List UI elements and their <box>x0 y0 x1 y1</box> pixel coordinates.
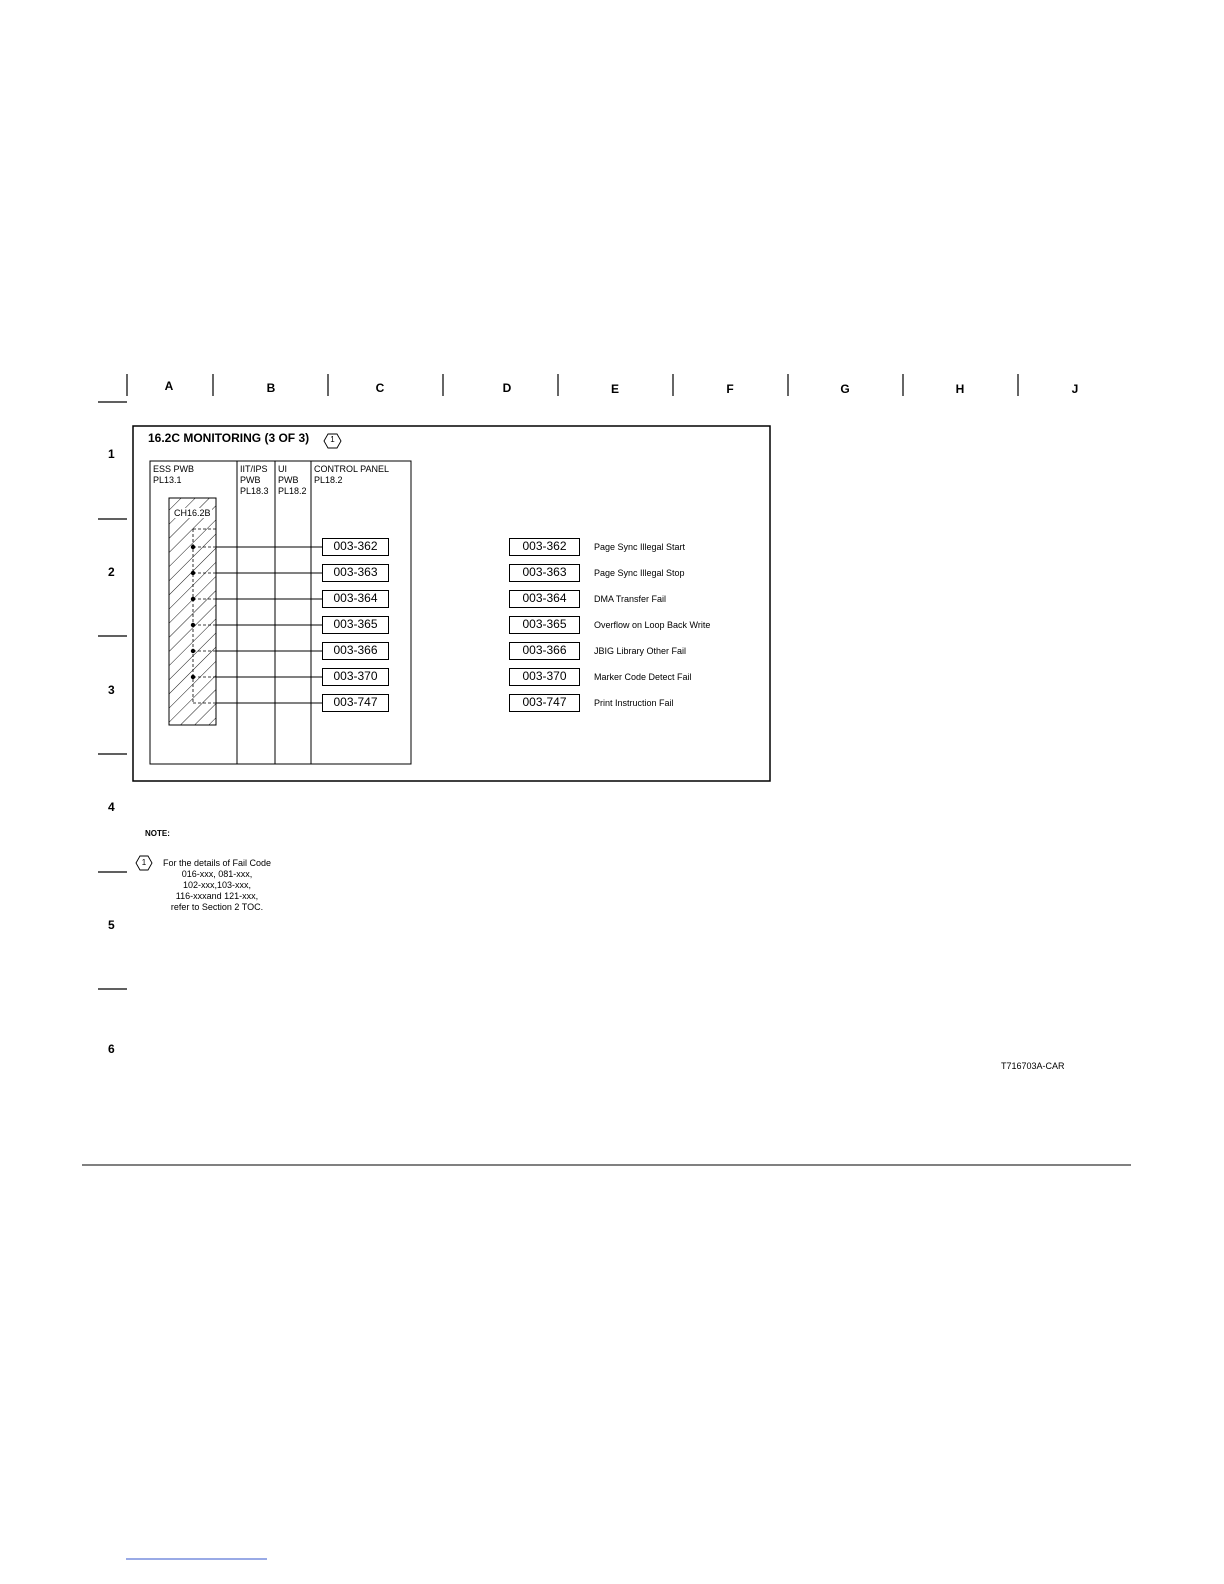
note-text <box>162 858 272 913</box>
note-line: refer to Section 2 TOC. <box>170 902 264 912</box>
legend-code: 003-366 <box>509 642 580 660</box>
legend-description: Marker Code Detect Fail <box>594 672 692 682</box>
legend-description: Page Sync Illegal Start <box>594 542 686 552</box>
panel-code-003-365: 003-365 <box>322 616 389 634</box>
row-label-3: 3 <box>108 683 115 697</box>
section-header-line: PWB <box>278 475 299 485</box>
section-header-line: CONTROL PANEL <box>314 464 390 474</box>
column-label-e: E <box>610 382 619 396</box>
note-heading: NOTE: <box>145 829 170 838</box>
legend-code: 003-364 <box>509 590 580 608</box>
chain-block <box>169 498 216 725</box>
legend-code: 003-363 <box>509 564 580 582</box>
legend-description: DMA Transfer Fail <box>594 594 667 604</box>
note-line: 116-xxxand 121-xxx, <box>175 891 259 901</box>
junction-dot <box>191 597 195 601</box>
section-header-ui-pwb <box>278 464 307 497</box>
section-header-line: ESS PWB <box>153 464 195 474</box>
junction-dot <box>191 675 195 679</box>
panel-code-003-366: 003-366 <box>322 642 389 660</box>
legend-description: JBIG Library Other Fail <box>594 646 687 656</box>
column-label-g: G <box>840 382 850 396</box>
legend-code: 003-370 <box>509 668 580 686</box>
row-label-5: 5 <box>108 918 115 932</box>
note-line: 102-xxx,103-xxx, <box>182 880 252 890</box>
section-header-ess-pwb <box>153 464 194 486</box>
junction-dot <box>191 571 195 575</box>
panel-code-003-370: 003-370 <box>322 668 389 686</box>
legend-description: Overflow on Loop Back Write <box>594 620 711 630</box>
note-line: For the details of Fail Code <box>162 858 272 868</box>
panel-code-003-362: 003-362 <box>322 538 389 556</box>
row-label-6: 6 <box>108 1042 115 1056</box>
panel-code-003-363: 003-363 <box>322 564 389 582</box>
junction-dot <box>191 649 195 653</box>
junction-dot <box>191 545 195 549</box>
row-label-1: 1 <box>108 447 115 461</box>
chain-reference: CH16.2B <box>174 508 211 518</box>
column-label-d: D <box>502 381 512 395</box>
note-line: 016-xxx, 081-xxx, <box>181 869 253 879</box>
section-header-line: PL18.2 <box>314 475 343 485</box>
section-header-line: UI <box>278 464 287 474</box>
legend-code: 003-747 <box>509 694 580 712</box>
row-label-4: 4 <box>108 800 115 814</box>
section-header-line: IIT/IPS <box>240 464 268 474</box>
section-header-line: PL18.2 <box>278 486 307 496</box>
section-header-control-panel <box>314 464 389 486</box>
column-label-a: A <box>164 379 174 393</box>
note-marker-number: 1 <box>141 858 147 867</box>
panel-code-003-747: 003-747 <box>322 694 389 712</box>
column-label-h: H <box>955 382 965 396</box>
diagram-frame <box>133 426 770 781</box>
legend-description: Print Instruction Fail <box>594 698 674 708</box>
diagram-title: 16.2C MONITORING (3 OF 3) <box>148 431 310 445</box>
title-marker-number: 1 <box>330 435 335 444</box>
section-header-iit-ips-pwb <box>240 464 269 497</box>
section-header-line: PL13.1 <box>153 475 182 485</box>
legend-description: Page Sync Illegal Stop <box>594 568 685 578</box>
figure-id: T716703A-CAR <box>1001 1061 1065 1071</box>
row-label-2: 2 <box>108 565 115 579</box>
column-label-c: C <box>375 381 385 395</box>
section-header-line: PWB <box>240 475 261 485</box>
column-label-j: J <box>1071 382 1079 396</box>
junction-dot <box>191 623 195 627</box>
column-label-b: B <box>266 381 276 395</box>
legend-code: 003-365 <box>509 616 580 634</box>
panel-code-003-364: 003-364 <box>322 590 389 608</box>
column-label-f: F <box>726 382 734 396</box>
section-header-line: PL18.3 <box>240 486 269 496</box>
legend-code: 003-362 <box>509 538 580 556</box>
